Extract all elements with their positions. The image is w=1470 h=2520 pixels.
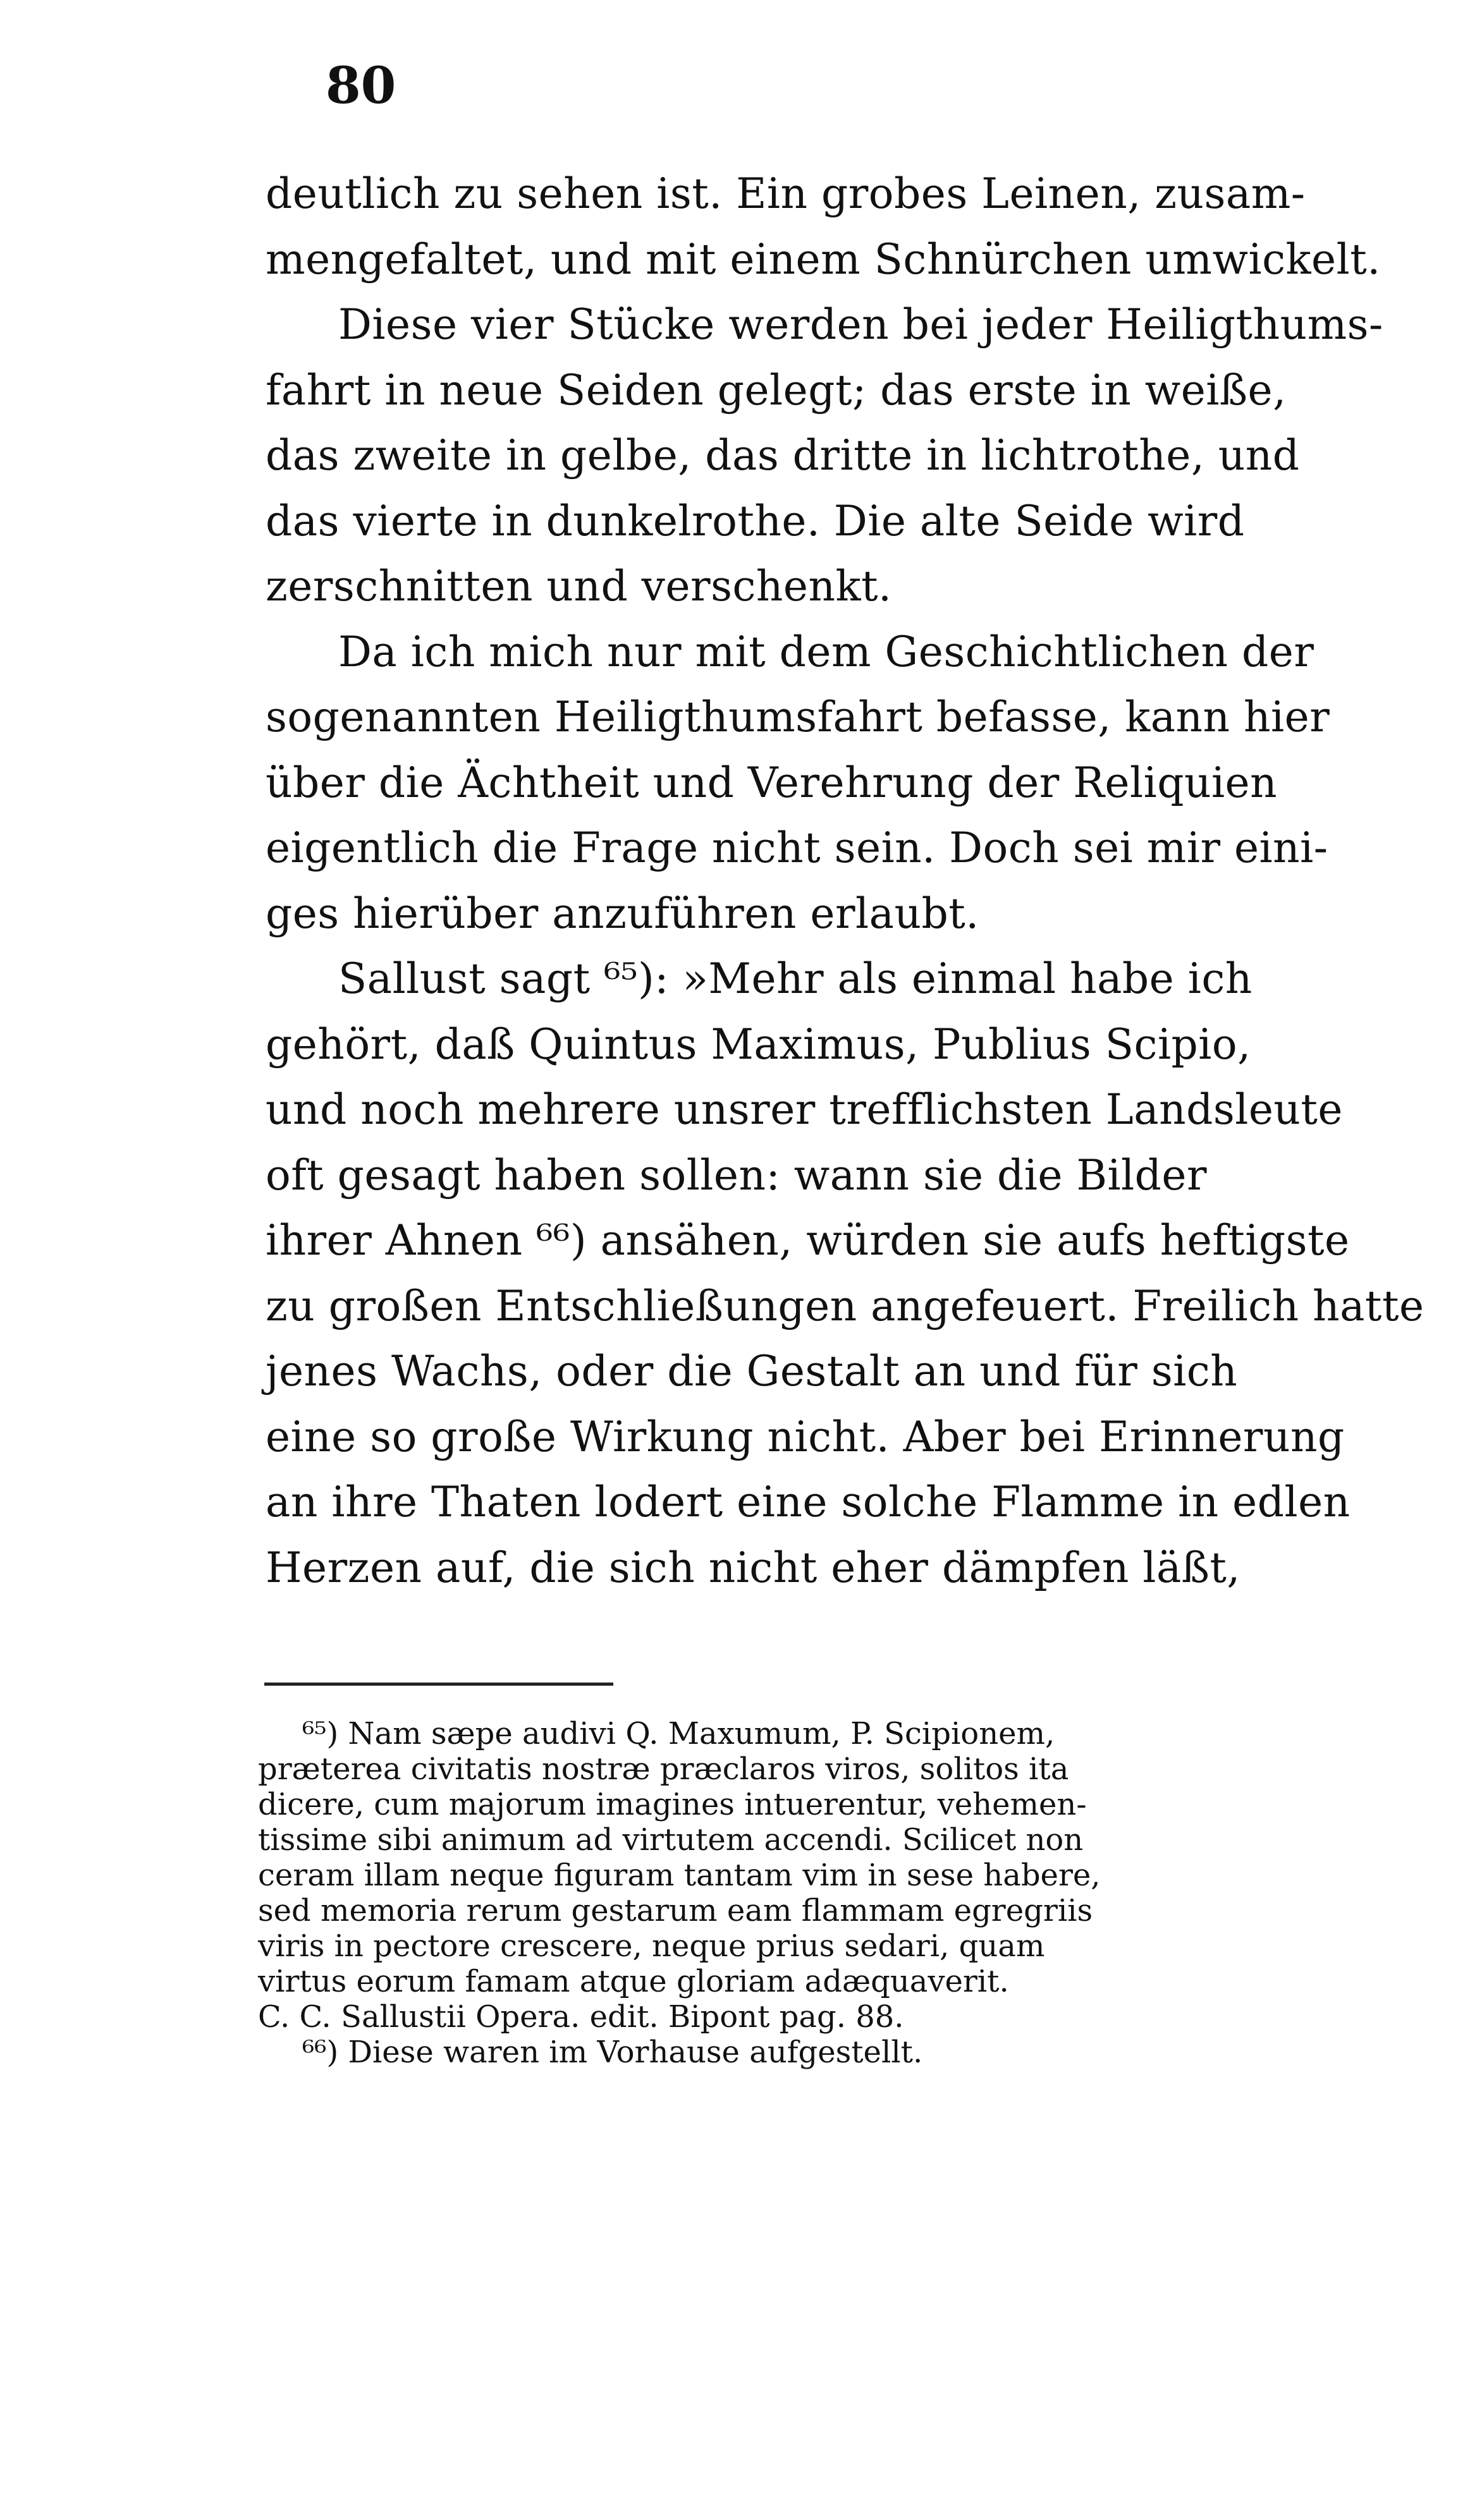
body-line: deutlich zu sehen ist. Ein grobes Leinen, zusam- bbox=[266, 169, 1306, 218]
body-line: und noch mehrere unsrer trefflichsten Landsleute bbox=[266, 1085, 1343, 1134]
body-line: das vierte in dunkelrothe. Die alte Seide wird bbox=[266, 496, 1245, 545]
body-line: an ihre Thaten lodert eine solche Flamme in edlen bbox=[266, 1478, 1351, 1526]
footnote-line: sed memoria rerum gestarum eam flammam egregriis bbox=[258, 1893, 1093, 1928]
body-line: Diese vier Stücke werden bei jeder Heiligthums- bbox=[338, 300, 1383, 349]
body-line: ges hierüber anzuführen erlaubt. bbox=[266, 889, 979, 938]
footnote-line: ceram illam neque figuram tantam vim in sese habere, bbox=[258, 1858, 1101, 1893]
footnote-divider bbox=[264, 1683, 613, 1686]
footnote-line: ⁶⁵) Nam sæpe audivi Q. Maxumum, P. Scipionem, bbox=[302, 1716, 1055, 1751]
body-line: oft gesagt haben sollen: wann sie die Bilder bbox=[266, 1150, 1208, 1200]
body-line: zerschnitten und verschenkt. bbox=[266, 562, 892, 611]
body-line: zu großen Entschließungen angefeuert. Freilich hatte bbox=[266, 1281, 1424, 1330]
footnote-line: ⁶⁶) Diese waren im Vorhause aufgestellt. bbox=[302, 2035, 923, 2070]
footnote-line: viris in pectore crescere, neque prius sedari, quam bbox=[258, 1928, 1045, 1964]
body-line: das zweite in gelbe, das dritte in lichtrothe, und bbox=[266, 431, 1300, 480]
body-line: mengefaltet, und mit einem Schnürchen umwickelt. bbox=[266, 234, 1381, 284]
body-line: ihrer Ahnen ⁶⁶) ansähen, würden sie aufs heftigste bbox=[266, 1216, 1350, 1265]
body-text bbox=[266, 161, 1424, 1600]
page-number: 80 bbox=[326, 56, 396, 115]
footnote-line: tissime sibi animum ad virtutem accendi. Scilicet non bbox=[258, 1822, 1084, 1858]
body-line: jenes Wachs, oder die Gestalt an und für sich bbox=[266, 1347, 1238, 1396]
body-line: eine so große Wirkung nicht. Aber bei Erinnerung bbox=[266, 1412, 1345, 1461]
body-line: über die Ächtheit und Verehrung der Reliquien bbox=[266, 758, 1278, 807]
footnote-line: præterea civitatis nostræ præclaros viros, solitos ita bbox=[258, 1751, 1069, 1787]
body-line: gehört, daß Quintus Maximus, Publius Scipio, bbox=[266, 1020, 1251, 1069]
body-line: Da ich mich nur mit dem Geschichtlichen der bbox=[338, 627, 1314, 676]
body-line: Sallust sagt ⁶⁵): »Mehr als einmal habe ich bbox=[338, 954, 1253, 1003]
footnotes bbox=[258, 1716, 1371, 2070]
body-line: fahrt in neue Seiden gelegt; das erste in weiße, bbox=[266, 365, 1287, 415]
footnote-line: virtus eorum famam atque gloriam adæquaverit. bbox=[258, 1964, 1009, 1999]
footnote-line: dicere, cum majorum imagines intuerentur, vehemen- bbox=[258, 1787, 1087, 1822]
body-line: Herzen auf, die sich nicht eher dämpfen läßt, bbox=[266, 1543, 1240, 1592]
body-line: eigentlich die Frage nicht sein. Doch sei mir eini- bbox=[266, 824, 1328, 872]
footnote-line: C. C. Sallustii Opera. edit. Bipont pag. 88. bbox=[258, 1999, 904, 2035]
body-line: sogenannten Heiligthumsfahrt befasse, kann hier bbox=[266, 693, 1330, 741]
